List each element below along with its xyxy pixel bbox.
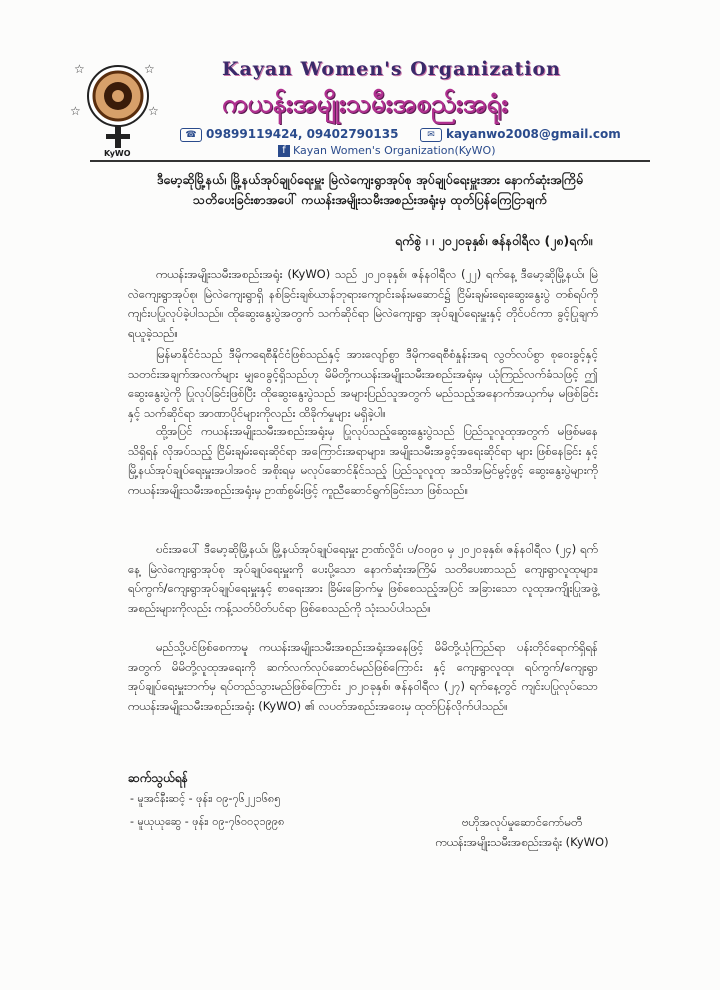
facebook-text: Kayan Women's Organization(KyWO) xyxy=(293,144,496,157)
kywo-logo xyxy=(70,60,159,160)
facebook-icon: f xyxy=(278,145,290,157)
phone-contact xyxy=(180,127,398,142)
contact-person-1: - မူအင်နီးဆင့် - ဖုန်း၊ ၀၉-၇၆၂၂၁၆၈၅ xyxy=(130,792,281,805)
star-icon: ☆ xyxy=(70,104,81,118)
signature-org: ကယန်းအမျိုးသမီးအစည်းအရုံး (KyWO) xyxy=(435,835,609,849)
header-divider xyxy=(90,160,650,162)
org-name-english: Kayan Women's Organization xyxy=(222,58,561,80)
star-icon: ☆ xyxy=(144,62,155,76)
phone-text: 09899119424, 09402790135 xyxy=(206,127,399,141)
contact-person-2: - မူယုယုဆွေ - ဖုန်း၊ ၀၉-၇၆၀၀၃၁၉၉၈ xyxy=(130,815,285,828)
facebook-contact xyxy=(278,144,496,157)
email-contact xyxy=(420,127,621,142)
body-paragraph-2: မြန်မာနိုင်ငံသည် ဒီမိုကရေစီနိုင်ငံဖြစ်သည်နှင့် အားလျော်စွာ ဒီမိုကရေစီစံနှုန်းအရ လွတ်လပ်စွာ စုဝေးခွင့်နှင့် သတင်းအချက်အလက်များ မျှဝေခွင့်ရှိသည်ဟု မိမိတို့ကယန်းအမျိုးသမီးအစည်းအရုံးမှ ယုံကြည်လက်ခံသဖြင့် ဤဆွေးနွေးပွဲကို ပြုလုပ်ခြင်းဖြစ်ပြီး ထိုဆွေးနွေးပွဲသည် အများပြည်သူအတွက် မည်သည့်အနောက်အယှက်မှ မဖြစ်ခြင်း နှင့် သက်ဆိုင်ရာ အာဏာပိုင်များကိုလည်း ထိခိုက်မှုများ မရှိခဲ့ပါ။ xyxy=(128,347,598,420)
body-paragraph-3: ထို့အပြင် ကယန်းအမျိုးသမီးအစည်းအရုံးမှ ပြုလုပ်သည့်ဆွေးနွေးပွဲသည် ပြည်သူလူထုအတွက် မဖြစ်မနေ သိရှိရန် လိုအပ်သည့် ငြိမ်းချမ်းရေးဆိုင်ရာ အကြောင်းအရာများ၊ အမျိုးသမီးအခွင့်အရေးဆိုင်ရာ များ ဖြစ်နေခြင်း နှင့် မြို့နယ်အုပ်ချုပ်ရေးမှူးအပါအဝင် အစိုးရမှ မလုပ်ဆောင်နိုင်သည့် ပြည်သူလူထု အသိအမြင်မွင့်ဖွင့် ဆွေးနွေးပွဲများကို ကယန်းအမျိုးသမီးအစည်းအရုံးမှ ဥာဏ်စွမ်းဖြင့် ကူညီဆောင်ရွက်ခြင်းသာ ဖြစ်သည်။ xyxy=(128,424,598,497)
body-paragraph-1: ကယန်းအမျိုးသမီးအစည်းအရုံး (KyWO) သည် ၂၀၂၀ခုနှစ်၊ ဇန်နဝါရီလ (၂၂) ရက်နေ့ ဒီမော့ဆိုမြို့နယ်၊ မြဲလဲကျေးရွာအုပ်စု၊ မြဲလဲကျေးရွာရှိ နစ်ခြင်းချစ်ယာန်ဘုရားကျောင်းခန်းမဆောင်၌ ငြိမ်းချမ်းရေးဆွေးနွေးပွဲ တစ်ရပ်ကို ကျင်းပပြုလုပ်ခဲ့ပါသည်။ ထိုဆွေးနွေးပွဲအတွက် သက်ဆိုင်ရာ မြဲလဲကျေးရွာ အုပ်ချုပ်ရေးမှူးနှင့် တိုင်ပင်ကာ ခွင့်ပြုချက်ရယူခဲ့သည်။ xyxy=(128,267,598,340)
star-icon: ☆ xyxy=(74,62,85,76)
statement-date: ရက်စွဲ ၊ ၊ ၂၀၂၀ခုနှစ်၊ ဇန်နဝါရီလ (၂၈)ရက်။ xyxy=(395,233,593,248)
statement-title-line-1: ဒီမော့ဆိုမြို့နယ်၊ မြို့နယ်အုပ်ချုပ်ရေးမှူး မြဲလဲကျေးရွာအုပ်စု အုပ်ချုပ်ရေးမှူးအား နောက်ဆုံးအကြိမ် xyxy=(156,172,584,187)
body-paragraph-5: မည်သို့ပင်ဖြစ်စေကာမူ ကယန်းအမျိုးသမီးအစည်းအရုံးအနေဖြင့် မိမိတို့ယုံကြည်ရာ ပန်းတိုင်ရောက်ရှိရန်အတွက် မိမိတို့လူထုအရေးကို ဆက်လက်လုပ်ဆောင်မည်ဖြစ်ကြောင်း နှင့် ကျေးရွာလူထု၊ ရပ်ကွက်/ကျေးရွာ အုပ်ချုပ်ရေးမှူးဘက်မှ ရပ်တည်သွားမည်ဖြစ်ကြောင်း ၂၀၂၀ခုနှစ်၊ ဇန်နဝါရီလ (၂၇) ရက်နေ့တွင် ကျင်းပပြုလုပ်သော ကယန်းအမျိုးသမီးအစည်းအရုံး (KyWO) ၏ လပတ်အစည်းအဝေးမှ ထုတ်ပြန်လိုက်ပါသည်။ xyxy=(128,640,598,713)
signature-title: ဗဟိုအလုပ်မှုဆောင်ကော်မတီ xyxy=(461,815,583,829)
star-icon: ☆ xyxy=(148,104,159,118)
body-paragraph-4: ဎင်းအပေါ် ဒီမော့ဆိုမြို့နယ်၊ မြို့နယ်အုပ်ချုပ်ရေးမှူး ဥာဏ်လှိုင်၊ ပ/၀၀၉၀ မှ ၂၀၂၀ခုနှစ်၊ ဇန်နဝါရီလ (၂၄) ရက်နေ့ မြဲလဲကျေးရွာအုပ်စု အုပ်ချုပ်ရေးမှူးကို ပေးပို့သော နောက်ဆုံးအကြိမ် သတိပေးစာသည် ကျေးရွာလူထုများ၊ ရပ်ကွက်/ကျေးရွာအုပ်ချုပ်ရေးမှူးနှင့် စာရေးအား ခြိမ်းခြောက်မှု ဖြစ်စေသည့်အပြင် အခြားသော လူထုအကျိုးပြုအဖွဲ့အစည်းများကိုလည်း ကန့်သတ်ပိတ်ပင်ရာ ဖြစ်စေသည်ကို သုံးသပ်ပါသည်။ xyxy=(128,542,598,615)
phone-icon: ☎ xyxy=(180,128,202,142)
org-name-burmese: ကယန်းအမျိုးသမီးအစည်းအရုံး xyxy=(222,89,509,119)
email-icon: ✉ xyxy=(420,128,442,142)
contact-heading: ဆက်သွယ်ရန် xyxy=(128,771,188,785)
email-text: kayanwo2008@gmail.com xyxy=(446,127,621,141)
logo-caption: KyWO xyxy=(104,149,131,158)
statement-title-line-2: သတိပေးခြင်းစာအပေါ် ကယန်းအမျိုးသမီးအစည်းအရုံးမှ ထုတ်ပြန်ကြေငြာချက် xyxy=(193,192,547,207)
